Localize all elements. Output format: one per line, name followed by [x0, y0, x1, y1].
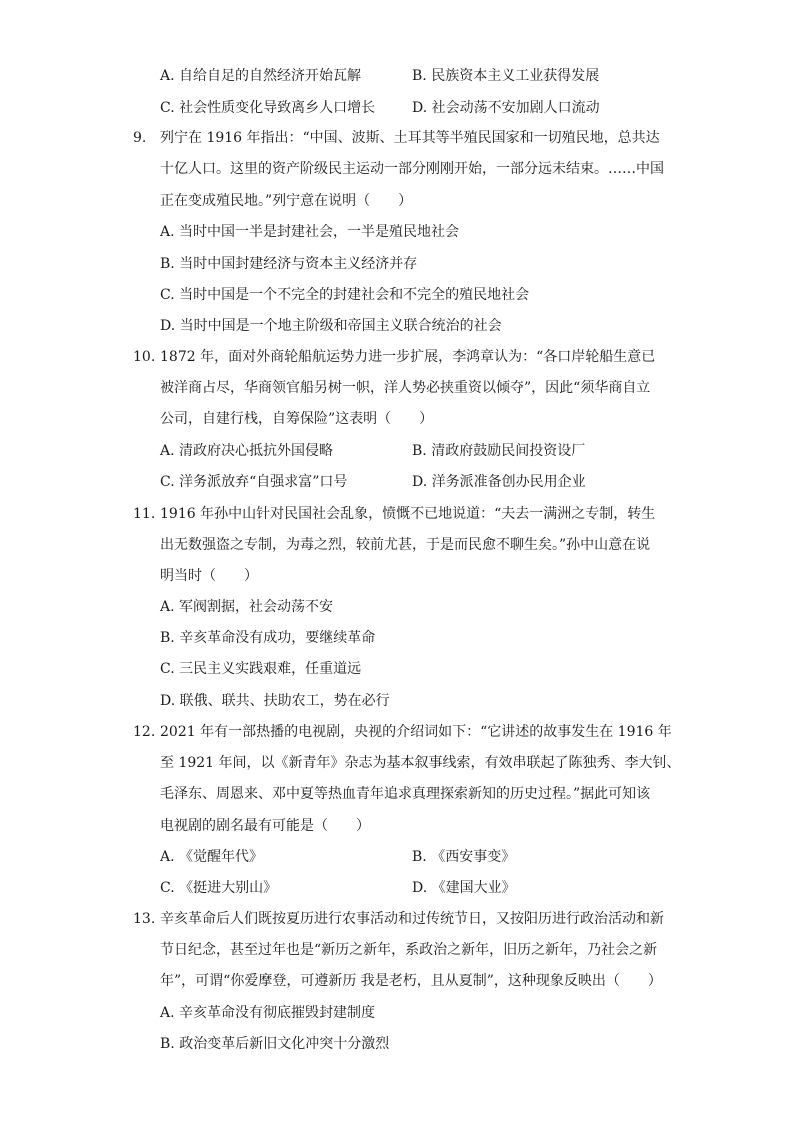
q11-stem-line-3: 明当时（ ）	[160, 568, 258, 584]
q13-stem-line-1: 辛亥革命后人们既按夏历进行农事活动和过传统节日，又按阳历进行政治活动和新	[160, 911, 664, 927]
q9-stem-line-3: 正在变成殖民地。”列宁意在说明（ ）	[160, 193, 413, 209]
q13-number: 13.	[133, 911, 156, 927]
q10-number: 10.	[133, 349, 156, 365]
q11-option-c: C. 三民主义实践艰难，任重道远	[160, 661, 362, 677]
q11-option-a: A. 军阀割据，社会动荡不安	[160, 599, 334, 615]
q9-option-c: C. 当时中国是一个不完全的封建社会和不完全的殖民地社会	[160, 287, 530, 303]
q12-stem-line-4: 电视剧的剧名最有可能是（ ）	[160, 818, 370, 834]
q9-stem-line-1: 列宁在 1916 年指出：“中国、波斯、土耳其等半殖民国家和一切殖民地，总共达	[160, 130, 660, 146]
q12-option-c: C. 《挺进大别山》	[160, 880, 278, 896]
q11-option-d: D. 联俄、联共、扶助农工，势在必行	[160, 693, 390, 709]
q11-stem-line-2: 出无数强盗之专制，为毒之烈，较前尤甚，于是而民愈不聊生矣。”孙中山意在说	[160, 537, 651, 553]
q9-option-a: A. 当时中国一半是封建社会，一半是殖民地社会	[160, 224, 460, 240]
q10-option-b: B. 清政府鼓励民间投资设厂	[412, 443, 586, 459]
q12-number: 12.	[133, 724, 156, 740]
q12-stem-line-2: 至 1921 年间，以《新青年》杂志为基本叙事线索，有效串联起了陈独秀、李大钊、	[160, 755, 681, 771]
q8-option-a: A. 自给自足的自然经济开始瓦解	[160, 68, 362, 84]
q11-stem-line-1: 1916 年孙中山针对民国社会乱象，愤慨不已地说道：“夫去一满洲之专制，转生	[160, 506, 656, 522]
q8-option-c: C. 社会性质变化导致离乡人口增长	[160, 100, 376, 116]
q9-stem-line-2: 十亿人口。这里的资产阶级民主运动一部分刚刚开始，一部分远未结束。……中国	[160, 161, 664, 177]
q8-option-b: B. 民族资本主义工业获得发展	[412, 68, 600, 84]
q13-option-b: B. 政治变革后新旧文化冲突十分激烈	[160, 1036, 390, 1052]
q13-option-a: A. 辛亥革命没有彻底摧毁封建制度	[160, 1005, 376, 1021]
q13-stem-line-2: 节日纪念，甚至过年也是“新历之新年，系政治之新年，旧历之新年，乃社会之新	[160, 942, 658, 958]
q9-option-d: D. 当时中国是一个地主阶级和帝国主义联合统治的社会	[160, 318, 502, 334]
q10-stem-line-3: 公司，自建行栈，自筹保险”这表明（ ）	[160, 411, 434, 427]
q10-option-c: C. 洋务派放弃“自强求富”口号	[160, 474, 348, 490]
q12-option-a: A. 《觉醒年代》	[160, 849, 264, 865]
q12-option-d: D. 《建国大业》	[412, 880, 516, 896]
q12-stem-line-1: 2021 年有一部热播的电视剧，央视的介绍词如下：“它讲述的故事发生在 1916 年	[160, 724, 672, 740]
q10-option-a: A. 清政府决心抵抗外国侵略	[160, 443, 334, 459]
q10-stem-line-1: 1872 年，面对外商轮船航运势力进一步扩展，李鸿章认为：“各口岸轮船生意已	[160, 349, 656, 365]
q11-number: 11.	[133, 506, 156, 522]
q12-stem-line-3: 毛泽东、周恩来、邓中夏等热血青年追求真理探索新知的历史过程。”据此可知该	[160, 786, 651, 802]
q9-option-b: B. 当时中国封建经济与资本主义经济并存	[160, 256, 418, 272]
q10-stem-line-2: 被洋商占尽，华商领官船另树一帜，洋人势必挟重资以倾夺”，因此“须华商自立	[160, 380, 651, 396]
q8-option-d: D. 社会动荡不安加剧人口流动	[412, 100, 600, 116]
q12-option-b: B. 《西安事变》	[412, 849, 516, 865]
q11-option-b: B. 辛亥革命没有成功，要继续革命	[160, 630, 376, 646]
q9-number: 9.	[133, 130, 147, 146]
q10-option-d: D. 洋务派准备创办民用企业	[412, 474, 586, 490]
q13-stem-line-3: 年”，可谓“你爱摩登，可遵新历 我是老朽，且从夏制”，这种现象反映出（ ）	[160, 973, 662, 989]
